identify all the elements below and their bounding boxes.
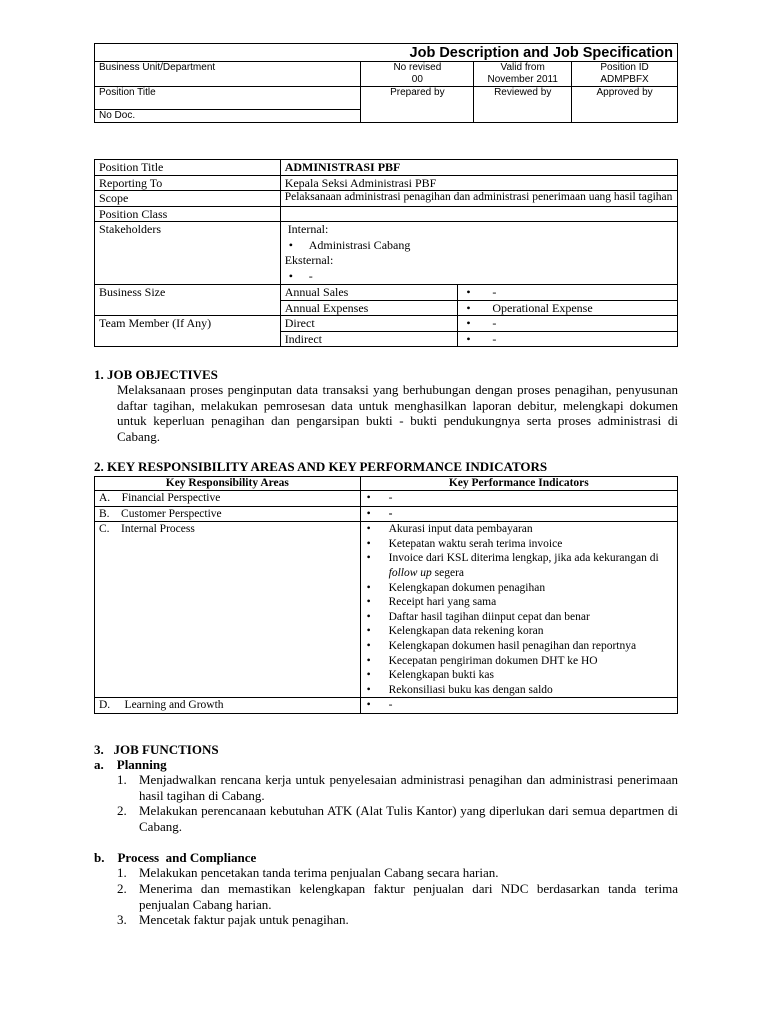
eksternal-item <box>285 269 673 285</box>
indirect-label: Indirect <box>280 331 458 347</box>
position-title-label: Position Title <box>95 160 281 176</box>
process-item-3: Mencetak faktur pajak untuk penagihan. <box>139 912 349 927</box>
kra-heading: 2. KEY RESPONSIBILITY AREAS AND KEY PERFORMANCE INDICATORS <box>94 459 548 474</box>
process-item-2: Menerima dan memastikan kelengkapan faktur penjualan dari NDC berdasarkan tanda terima penjualan Cabang harian. <box>139 881 678 912</box>
business-unit-label: Business Unit/Department <box>95 62 361 87</box>
planning-item-2: Melakukan perencanaan kebutuhan ATK (Alat Tulis Kantor) yang diperlukan dari semua departmen di Cabang. <box>139 803 678 834</box>
planning-heading: a. Planning <box>94 757 167 772</box>
stakeholders-value <box>280 222 677 285</box>
valid-from-value: November 2011 <box>487 74 558 85</box>
annual-expenses-label: Annual Expenses <box>280 300 458 316</box>
process-number-2: 2. <box>117 881 127 896</box>
indirect-value <box>458 331 678 347</box>
job-objectives-text: Melaksanaan proses penginputan data transaksi yang berhubungan dengan proses penagihan, penyusunan daftar tagihan, melakukan pemrosesan data untuk menghasilkan laporan debitur, melengkapi dokumen untuk keperluan penagihan dan pengarsipan bukti - bukti pendukungnya serta proses administrasi di Cabang. <box>117 382 678 444</box>
direct-label: Direct <box>280 316 458 332</box>
annual-expenses-value <box>458 300 678 316</box>
team-member-label: Team Member (If Any) <box>95 316 281 347</box>
bullet-icon: • <box>466 300 471 315</box>
bullet-icon: • <box>288 237 293 252</box>
annual-sales-label: Annual Sales <box>280 285 458 301</box>
bullet-icon: • <box>366 596 371 609</box>
process-number-1: 1. <box>117 865 127 880</box>
list-item: • Ketepatan waktu serah terima invoice <box>366 537 563 550</box>
position-info-table <box>94 159 678 347</box>
position-class-value <box>280 206 677 222</box>
document-title: Job Description and Job Specification <box>95 44 678 62</box>
bullet-icon: • <box>366 683 371 696</box>
bullet-icon: • <box>366 699 371 712</box>
bullet-icon: • <box>366 581 371 594</box>
scope-value: Pelaksanaan administrasi penagihan dan administrasi penerimaan uang hasil tagihan <box>280 191 677 207</box>
bullet-icon: • <box>366 669 371 682</box>
bullet-icon: • <box>366 552 371 565</box>
kpi-column-header: Key Performance Indicators <box>360 477 677 491</box>
bullet-icon: • <box>466 331 471 346</box>
position-id-value: ADMPBFX <box>600 74 649 85</box>
kpi-customer <box>360 506 677 522</box>
kra-column-header: Key Responsibility Areas <box>95 477 361 491</box>
list-item: • Invoice dari KSL diterima lengkap, jika ada kekurangan di follow up segera <box>366 552 659 579</box>
position-class-label: Position Class <box>95 206 281 222</box>
bullet-icon: • <box>366 523 371 536</box>
annual-expenses-text: Operational Expense <box>492 300 593 315</box>
planning-number-2: 2. <box>117 803 127 818</box>
kpi-financial-text: - <box>388 492 393 504</box>
planning-item-1: Menjadwalkan rencana kerja untuk penyelesaian administrasi penagihan dan administrasi penerimaan hasil tagihan di Cabang. <box>139 772 678 803</box>
annual-sales-value <box>458 285 678 301</box>
reporting-to-value: Kepala Seksi Administrasi PBF <box>280 175 677 191</box>
list-item: • Kecepatan pengiriman dokumen DHT ke HO <box>366 654 598 667</box>
list-item: • Akurasi input data pembayaran <box>366 523 533 536</box>
bullet-icon: • <box>288 268 293 283</box>
reviewed-by-label: Reviewed by <box>474 87 572 123</box>
kra-customer: B. Customer Perspective <box>95 506 361 522</box>
kpi-internal-process <box>360 522 677 698</box>
kpi-customer-text: - <box>388 507 393 520</box>
annual-sales-text: - <box>492 285 497 299</box>
no-revised-value: 00 <box>411 74 423 85</box>
scope-label: Scope <box>95 191 281 207</box>
internal-item-text: Administrasi Cabang <box>308 237 411 252</box>
bullet-icon: • <box>366 639 371 652</box>
approved-by-label: Approved by <box>572 87 678 123</box>
job-functions-heading: 3. JOB FUNCTIONS <box>94 742 219 757</box>
bullet-icon: • <box>466 316 471 330</box>
kpi-financial <box>360 491 677 507</box>
kra-kpi-table <box>94 476 678 714</box>
process-heading: b. Process and Compliance <box>94 850 257 865</box>
prepared-by-label: Prepared by <box>361 87 474 123</box>
process-number-3: 3. <box>117 912 127 927</box>
list-item: • Kelengkapan bukti kas <box>366 669 495 682</box>
no-revised-label: No revised <box>393 62 442 73</box>
position-title-header-label: Position Title <box>95 87 361 110</box>
list-item: • Kelengkapan dokumen hasil penagihan dan reportnya <box>366 639 637 652</box>
list-item: • Receipt hari yang sama <box>366 596 497 609</box>
business-size-label: Business Size <box>95 285 281 316</box>
stakeholders-label: Stakeholders <box>95 222 281 285</box>
process-item-1: Melakukan pencetakan tanda terima penjualan Cabang secara harian. <box>139 865 499 880</box>
no-revised-cell <box>361 62 474 87</box>
eksternal-item-text: - <box>308 268 313 283</box>
list-item: • Kelengkapan data rekening koran <box>366 625 544 638</box>
valid-from-label: Valid from <box>500 62 545 73</box>
valid-from-cell <box>474 62 572 87</box>
header-table <box>94 43 678 123</box>
indirect-text: - <box>492 331 497 346</box>
direct-text: - <box>492 316 497 330</box>
position-id-cell <box>572 62 678 87</box>
list-item: • Kelengkapan dokumen penagihan <box>366 581 546 594</box>
bullet-icon: • <box>366 610 371 623</box>
kpi-learning-text: - <box>388 699 393 712</box>
kra-learning-growth: D. Learning and Growth <box>95 698 361 714</box>
kpi-learning-growth <box>360 698 677 714</box>
internal-label: Internal: <box>287 222 329 236</box>
bullet-icon: • <box>366 507 371 520</box>
planning-number-1: 1. <box>117 772 127 787</box>
kra-financial: A. Financial Perspective <box>95 491 361 507</box>
no-doc-label: No Doc. <box>95 110 361 123</box>
eksternal-label: Eksternal: <box>284 253 334 267</box>
bullet-icon: • <box>366 492 371 504</box>
bullet-icon: • <box>366 654 371 667</box>
bullet-icon: • <box>366 625 371 638</box>
list-item: • Rekonsiliasi buku kas dengan saldo <box>366 683 553 696</box>
kra-internal-process: C. Internal Process <box>95 522 361 698</box>
bullet-icon: • <box>466 285 471 299</box>
bullet-icon: • <box>366 537 371 550</box>
job-objectives-heading: 1. JOB OBJECTIVES <box>94 367 218 382</box>
position-id-label: Position ID <box>600 62 649 73</box>
internal-item <box>285 238 673 254</box>
list-item: • Daftar hasil tagihan diinput cepat dan benar <box>366 610 590 623</box>
direct-value <box>458 316 678 332</box>
position-title-value: ADMINISTRASI PBF <box>280 160 677 176</box>
reporting-to-label: Reporting To <box>95 175 281 191</box>
